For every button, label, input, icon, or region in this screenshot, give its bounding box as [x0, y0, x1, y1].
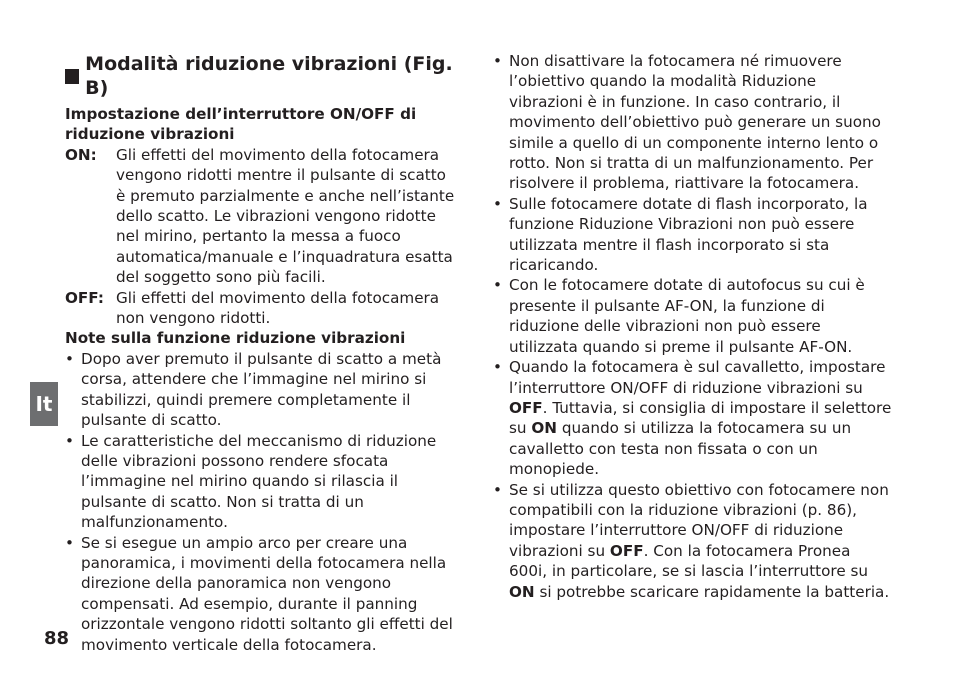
- right-notes-list: [493, 51, 893, 602]
- notes-heading: Note sulla funzione riduzione vibrazioni: [65, 329, 406, 348]
- language-tab: It: [30, 382, 58, 426]
- bullet-icon: •: [493, 480, 502, 499]
- bullet-icon: •: [493, 52, 502, 70]
- list-item-text: Dopo aver premuto il pulsante di scatto a metà corsa, attendere che l’immagine nel mirino si stabilizzi, quindi premere completamente il pulsante di scatto.: [81, 349, 442, 430]
- text-run: . Tuttavia, si consiglia di impostare il selettore su: [509, 398, 892, 438]
- text-run: Se si utilizza questo obiettivo con fotocamere non compatibili con la riduzione vibrazioni (p. 86), impostare l’interruttore ON/OFF di riduzione vibrazioni su: [509, 480, 889, 560]
- list-item: [65, 431, 460, 533]
- section-title: [65, 52, 460, 100]
- page-number: 88: [44, 628, 70, 649]
- list-item-text: [509, 357, 893, 479]
- list-item: [65, 533, 460, 655]
- left-notes-list: [65, 349, 460, 655]
- bold-off: OFF: [609, 541, 644, 560]
- list-item-tripod: [493, 357, 893, 479]
- bullet-icon: •: [65, 349, 74, 368]
- switch-heading: Impostazione dell’interruttore ON/OFF di riduzione vibrazioni: [65, 105, 417, 144]
- text-run: . Con la fotocamera Pronea 600i, in particolare, se si lascia l’interruttore su: [509, 541, 869, 581]
- bullet-icon: •: [493, 276, 502, 295]
- right-column: [493, 51, 893, 602]
- text-run: Quando la fotocamera è sul cavalletto, impostare l’interruttore ON/OFF di riduzione vibrazioni su: [509, 358, 886, 397]
- text-run: si potrebbe scaricare rapidamente la batteria.: [534, 582, 890, 601]
- definition-text: Gli effetti del movimento della fotocamera non vengono ridotti.: [116, 288, 440, 328]
- square-bullet-icon: [65, 69, 79, 84]
- left-column: [65, 52, 460, 655]
- list-item-text: Con le fotocamere dotate di autofocus su cui è presente il pulsante AF-ON, la funzione di riduzione delle vibrazioni non può essere utilizzata quando si preme il pulsante AF-ON.: [509, 276, 865, 356]
- list-item: [493, 275, 893, 357]
- bold-off: OFF: [509, 398, 543, 417]
- list-item-text: Le caratteristiche del meccanismo di riduzione delle vibrazioni possono rendere sfocata l’immagine nel mirino quando si rilascia il pulsante di scatto. Non si tratta di un malfunzionamento.: [81, 431, 437, 532]
- section-title-text: Modalità riduzione vibrazioni (Fig. B): [85, 53, 453, 99]
- definition-term: OFF:: [65, 288, 104, 307]
- list-item: [493, 51, 893, 194]
- list-item-text: [509, 480, 893, 602]
- list-item-text: Sulle fotocamere dotate di flash incorporato, la funzione Riduzione Vibrazioni non può essere utilizzata mentre il flash incorporato si sta ricaricando.: [509, 194, 868, 275]
- definition-term: ON:: [65, 145, 97, 164]
- list-item: [65, 349, 460, 431]
- list-item: [493, 194, 893, 276]
- text-run: quando si utilizza la fotocamera su un cavalletto con testa non fissata o con un monopiede.: [509, 419, 852, 479]
- definition-text: Gli effetti del movimento della fotocamera vengono ridotti mentre il pulsante di scatto è premuto parzialmente e anche nell’istante dello scatto. Le vibrazioni vengono ridotte nel mirino, pertanto la messa a fuoco automatica/manuale e l’inquadratura esatta del soggetto sono più facili.: [116, 145, 455, 287]
- bullet-icon: •: [493, 194, 502, 213]
- bullet-icon: •: [65, 533, 74, 552]
- bullet-icon: •: [493, 358, 502, 377]
- definition-on: [65, 145, 460, 288]
- list-item-text: Non disattivare la fotocamera né rimuovere l’obiettivo quando la modalità Riduzione vibrazioni è in funzione. In caso contrario, il movimento dell’obiettivo può generare un suono simile a quello di un componente interno lento o rotto. Non si tratta di un malfunzionamento. Per risolvere il problema, riattivare la fotocamera.: [509, 52, 881, 193]
- bold-on: ON: [509, 582, 535, 601]
- definition-off: [65, 288, 460, 329]
- bullet-icon: •: [65, 431, 74, 450]
- bold-on: ON: [531, 419, 557, 438]
- list-item-compat: [493, 480, 893, 602]
- list-item-text: Se si esegue un ampio arco per creare una panoramica, i movimenti della fotocamera nella direzione della panoramica non vengono compensati. Ad esempio, durante il panning orizzontale vengono ridotti soltanto gli effetti del movimento verticale della fotocamera.: [81, 533, 453, 654]
